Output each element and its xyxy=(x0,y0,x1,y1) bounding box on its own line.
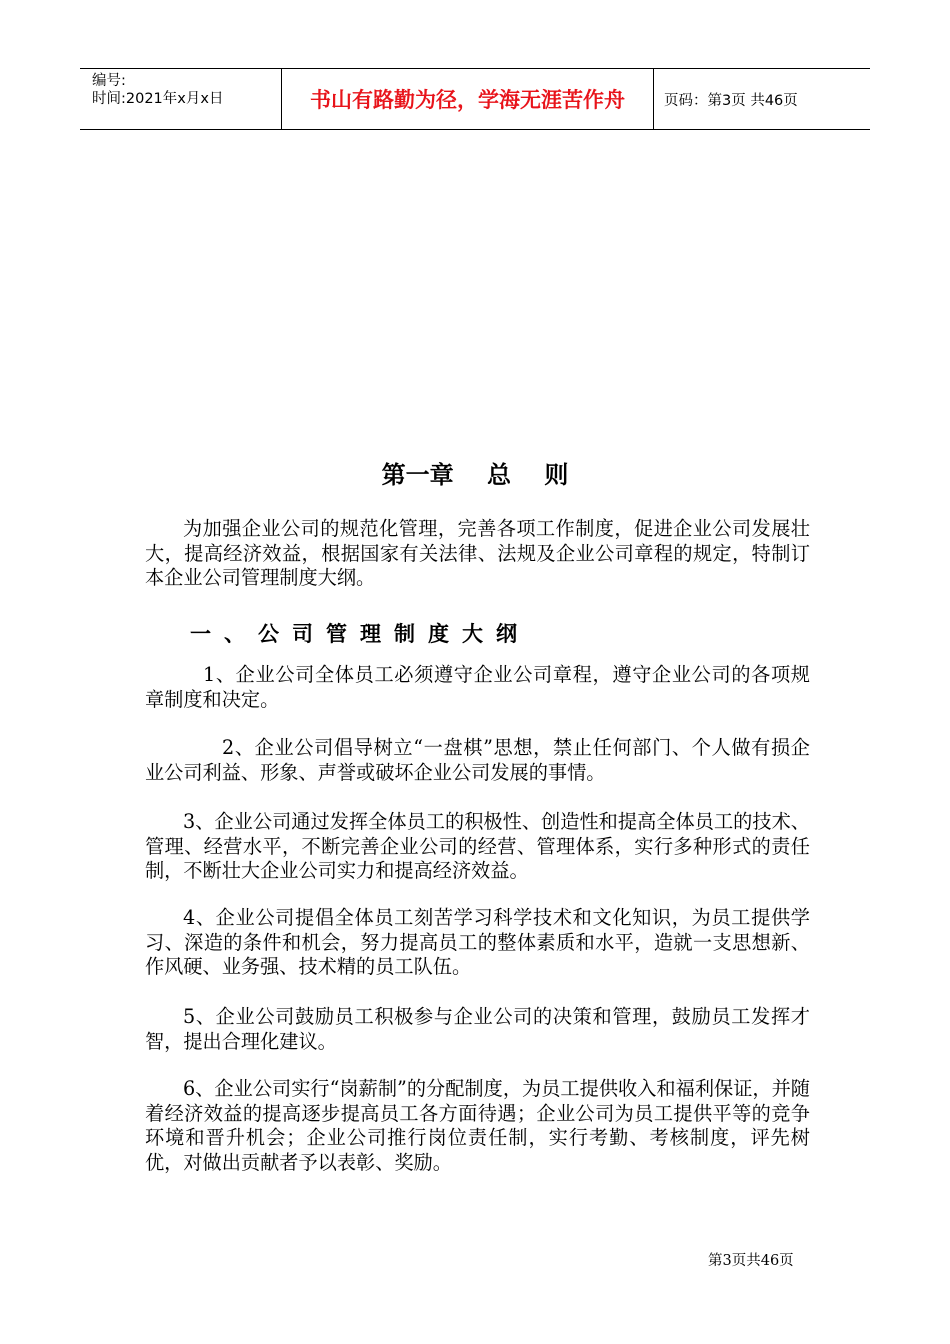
header-meta xyxy=(80,69,282,129)
list-item-3: 3、企业公司通过发挥全体员工的积极性、创造性和提高全体员工的技术、管理、经营水平，不断完善企业公司的经营、管理体系，实行多种形式的责任制，不断壮大企业公司实力和提高经济效益。 xyxy=(145,810,810,882)
header-page-info: 页码：第3页 共46页 xyxy=(664,92,798,109)
list-item-4: 4、企业公司提倡全体员工刻苦学习科学技术和文化知识，为员工提供学习、深造的条件和机会，努力提高员工的整体素质和水平，造就一支思想新、作风硬、业务强、技术精的员工队伍。 xyxy=(145,906,810,978)
list-item-6: 6、企业公司实行“岗薪制”的分配制度，为员工提供收入和福利保证，并随着经济效益的提高逐步提高员工各方面待遇；企业公司为员工提供平等的竞争环境和晋升机会；企业公司推行岗位责任制，实行考勤、考核制度，评先树优，对做出贡献者予以表彰、奖励。 xyxy=(145,1077,810,1174)
list-item-2: 2、企业公司倡导树立“一盘棋”思想，禁止任何部门、个人做有损企业公司利益、形象、声誉或破坏企业公司发展的事情。 xyxy=(145,736,810,784)
page-header xyxy=(80,68,870,130)
header-number-label: 编号: xyxy=(92,73,126,89)
list-item-1: 1、企业公司全体员工必须遵守企业公司章程，遵守企业公司的各项规章制度和决定。 xyxy=(145,663,810,711)
intro-paragraph: 为加强企业公司的规范化管理，完善各项工作制度，促进企业公司发展壮大，提高经济效益，根据国家有关法律、法规及企业公司章程的规定，特制订本企业公司管理制度大纲。 xyxy=(145,517,810,589)
chapter-title: 第一章 总 则 xyxy=(381,461,569,489)
header-motto: 书山有路勤为径，学海无涯苦作舟 xyxy=(282,69,654,129)
page-footer: 第3页共46页 xyxy=(708,1253,794,1269)
section-title: 一、公司管理制度大纲 xyxy=(190,622,530,646)
header-date: 时间:2021年x月x日 xyxy=(92,91,224,107)
list-item-5: 5、企业公司鼓励员工积极参与企业公司的决策和管理，鼓励员工发挥才智，提出合理化建议。 xyxy=(145,1005,810,1053)
